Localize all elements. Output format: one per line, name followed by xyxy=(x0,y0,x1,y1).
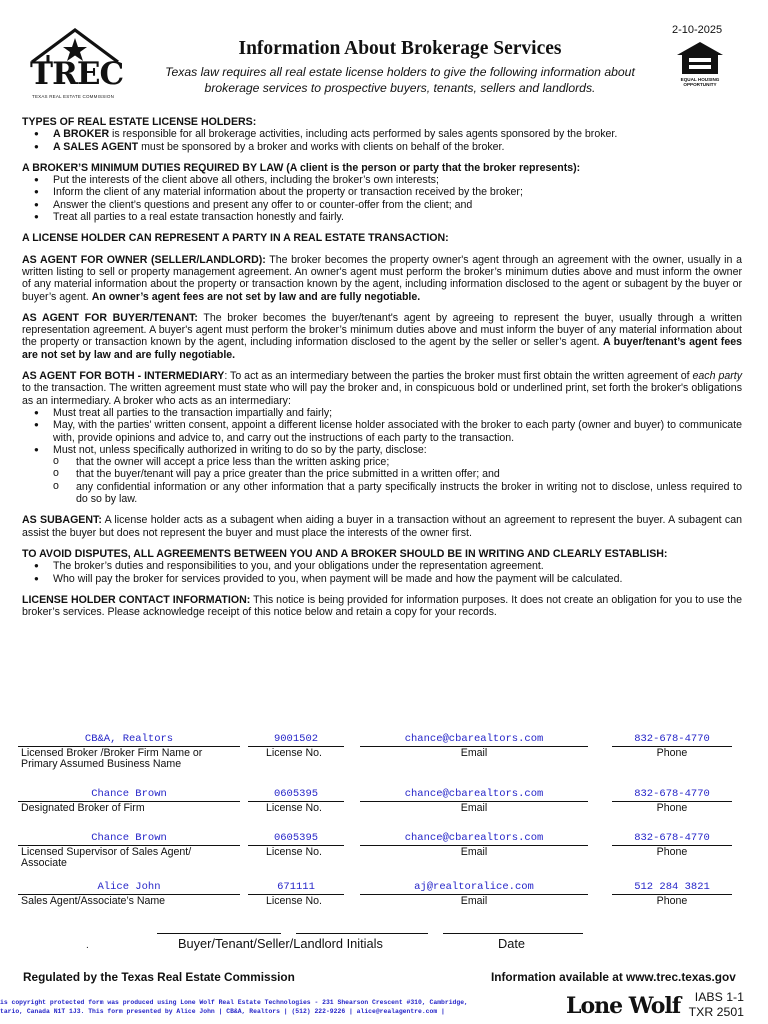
phone-label: Phone xyxy=(656,895,688,907)
list-item: o that the buyer/tenant will pay a price greater than the price submitted in a written offer; and xyxy=(22,468,742,480)
duties-list xyxy=(22,174,742,223)
designated-broker-name-field[interactable]: Chance Brown xyxy=(91,788,167,800)
field-label xyxy=(21,748,202,769)
intermediary-paragraph xyxy=(22,370,742,407)
paragraph-heading: AS AGENT FOR OWNER (SELLER/LANDLORD): xyxy=(22,253,266,266)
buyer-paragraph xyxy=(22,312,742,361)
list-item: ● Must treat all parties to the transaction impartially and fairly; xyxy=(22,407,742,419)
initials-label: Buyer/Tenant/Seller/Landlord Initials xyxy=(178,936,383,951)
field-label xyxy=(21,847,191,868)
email-label: Email xyxy=(460,747,488,759)
info-text: Information available at www.trec.texas.gov xyxy=(491,970,736,984)
paragraph-text: to the transaction. The written agreement must state who will pay the broker and, in conspicuous bold or underlined print, set forth the broker's obligations as an intermediary. A broker who acts as an intermediary: xyxy=(22,382,742,407)
eho-text xyxy=(673,77,727,87)
license-label: License No. xyxy=(266,802,322,814)
supervisor-license-field[interactable]: 0605395 xyxy=(273,832,319,844)
paragraph-text: The broker becomes the property owner's agent through an agreement with the owner, usually in a written listing to sell or property management agreement. An owner's agent must perform the broker’s minimum duties above and must inform the owner of any material information about the property or transaction known by the agent, including information disclosed to the agent or subagent by the buyer or buyer’s agent. xyxy=(22,253,742,303)
document-subtitle xyxy=(138,64,662,96)
list-item: ● Answer the client’s questions and present any offer to or counter-offer from the client; and xyxy=(22,199,742,211)
sales-agent-license-field[interactable]: 671111 xyxy=(277,881,315,893)
paragraph-italic: each party xyxy=(692,370,742,383)
date-line[interactable] xyxy=(443,933,583,934)
definition: is responsible for all brokerage activities, including acts performed by sales agents sponsored by the broker. xyxy=(109,128,618,141)
field-label: Sales Agent/Associate’s Name xyxy=(21,895,166,907)
duties-heading: A BROKER’S MINIMUM DUTIES REQUIRED BY LAW (A client is the person or party that the broker represents): xyxy=(22,161,581,174)
email-label: Email xyxy=(460,895,488,907)
subtitle-line: Texas law requires all real estate license holders to give the following information about xyxy=(165,65,635,79)
logo-text: TREC xyxy=(30,56,124,92)
list-item: ● May, with the parties' written consent, appoint a different license holder associated with the broker to each party (owner and buyer) to communicate with, provide opinions and advice to, and carry out the instructions of each party to the transaction. xyxy=(22,419,742,444)
sales-agent-name-field[interactable]: Alice John xyxy=(97,881,161,893)
form-id-line: TXR 2501 xyxy=(688,1005,744,1019)
intermediary-list xyxy=(22,407,742,456)
paragraph-text: : To act as an intermediary between the parties the broker must first obtain the written agreement of xyxy=(224,370,693,383)
date-label: Date xyxy=(498,936,526,951)
copyright-line: tario, Canada N1T 1J3. This form presented by Alice John | CB&A, Realtors | (512) 222-9226 | alice@realagentre.com | xyxy=(0,1008,445,1015)
subagent-paragraph xyxy=(22,514,742,539)
phone-label: Phone xyxy=(656,802,688,814)
owner-paragraph xyxy=(22,254,742,303)
trec-logo xyxy=(28,26,122,102)
list-item: o that the owner will accept a price less than the written asking price; xyxy=(22,456,742,468)
disclosure-list xyxy=(22,456,742,505)
list-item: ● Must not, unless specifically authorized in writing to do so by the party, disclose: xyxy=(22,444,742,456)
initials-line[interactable] xyxy=(296,933,428,934)
disputes-heading: TO AVOID DISPUTES, ALL AGREEMENTS BETWEEN YOU AND A BROKER SHOULD BE IN WRITING AND CLEARLY ESTABLISH: xyxy=(22,547,668,560)
supervisor-email-field[interactable]: chance@cbarealtors.com xyxy=(404,832,544,844)
list-item: ● Who will pay the broker for services provided to you, when payment will be made and how the payment will be calculated. xyxy=(22,573,742,585)
list-item xyxy=(22,141,742,153)
paragraph-emphasis: An owner’s agent fees are not set by law and are fully negotiable. xyxy=(91,290,421,303)
notice-body xyxy=(22,116,742,618)
supervisor-name-field[interactable]: Chance Brown xyxy=(91,832,167,844)
list-item xyxy=(22,128,742,140)
term: A SALES AGENT xyxy=(53,140,139,153)
label-line: Licensed Broker /Broker Firm Name or xyxy=(21,747,203,759)
list-item: o any confidential information or any other information that a party specifically instructs the broker in writing not to disclose, unless required to do so by law. xyxy=(22,481,742,506)
field-label: Designated Broker of Firm xyxy=(21,802,145,814)
dot-mark: . xyxy=(86,940,89,951)
equal-housing-logo xyxy=(673,40,727,88)
paragraph-emphasis: A buyer/tenant’s agent fees are not set by law and are fully negotiable. xyxy=(22,336,742,361)
disputes-list xyxy=(22,560,742,585)
paragraph-heading: AS AGENT FOR BUYER/TENANT: xyxy=(22,311,198,324)
designated-broker-license-field[interactable]: 0605395 xyxy=(273,788,319,800)
label-line: Associate xyxy=(21,856,67,869)
list-item: ● The broker’s duties and responsibilities to you, and your obligations under the representation agreement. xyxy=(22,560,742,572)
logo-subtext: TEXAS REAL ESTATE COMMISSION xyxy=(32,94,115,99)
types-heading: TYPES OF REAL ESTATE LICENSE HOLDERS: xyxy=(22,116,257,128)
paragraph-text: This notice is being provided for information purposes. It does not create an obligation for you to use the broker’s services. Please acknowledge receipt of this notice below and retain a copy for your records. xyxy=(22,593,743,619)
form-date: 2-10-2025 xyxy=(672,24,723,36)
types-list xyxy=(22,128,742,153)
list-item: ● Inform the client of any material information about the property or transaction received by the broker; xyxy=(22,186,742,198)
regulated-text: Regulated by the Texas Real Estate Commission xyxy=(23,970,295,984)
paragraph-heading: AS AGENT FOR BOTH - INTERMEDIARY xyxy=(22,370,225,383)
paragraph-heading: LICENSE HOLDER CONTACT INFORMATION: xyxy=(22,593,251,606)
sales-agent-email-field[interactable]: aj@realtoralice.com xyxy=(414,881,534,893)
license-label: License No. xyxy=(266,895,322,907)
copyright-line: is copyright protected form was produced using Lone Wolf Real Estate Technologies - 231 Shearson Crescent #310, Cambridge, xyxy=(0,999,468,1006)
equal-housing-icon xyxy=(673,40,727,76)
list-item: ● Treat all parties to a real estate transaction honestly and fairly. xyxy=(22,211,742,223)
sales-agent-phone-field[interactable]: 512 284 3821 xyxy=(634,881,710,893)
broker-license-field[interactable]: 9001502 xyxy=(273,733,319,745)
lone-wolf-logo: Lone Wolf xyxy=(566,993,681,1019)
list-item: ● Put the interests of the client above all others, including the broker’s own interests; xyxy=(22,174,742,186)
form-id-line: IABS 1-1 xyxy=(694,990,744,1004)
email-label: Email xyxy=(460,846,488,858)
license-label: License No. xyxy=(266,747,322,759)
broker-email-field[interactable]: chance@cbarealtors.com xyxy=(404,733,544,745)
license-label: License No. xyxy=(266,846,322,858)
subtitle-line: brokerage services to prospective buyers, tenants, sellers and landlords. xyxy=(204,81,596,95)
designated-broker-email-field[interactable]: chance@cbarealtors.com xyxy=(404,788,544,800)
email-label: Email xyxy=(460,802,488,814)
paragraph-text: A license holder acts as a subagent when aiding a buyer in a transaction without an agreement to represent the buyer. A subagent can assist the buyer but does not represent the buyer and must place the interests of the owner first. xyxy=(22,514,742,539)
represent-heading: A LICENSE HOLDER CAN REPRESENT A PARTY IN A REAL ESTATE TRANSACTION: xyxy=(22,232,449,245)
document-title: Information About Brokerage Services xyxy=(238,38,562,59)
label-line: Primary Assumed Business Name xyxy=(21,757,182,770)
term: A BROKER xyxy=(53,128,110,141)
definition: must be sponsored by a broker and works with clients on behalf of the broker. xyxy=(138,140,505,153)
broker-phone-field[interactable]: 832-678-4770 xyxy=(634,733,710,745)
label-line: Licensed Supervisor of Sales Agent/ xyxy=(21,846,192,858)
broker-firm-name-field[interactable]: CB&A, Realtors xyxy=(84,733,174,745)
eho-line: OPPORTUNITY xyxy=(683,82,717,87)
paragraph-heading: AS SUBAGENT: xyxy=(22,514,102,527)
copyright-notice xyxy=(0,998,560,1016)
phone-label: Phone xyxy=(656,747,688,759)
eho-line: EQUAL HOUSING xyxy=(680,77,720,82)
designated-broker-phone-field[interactable]: 832-678-4770 xyxy=(634,788,710,800)
supervisor-phone-field[interactable]: 832-678-4770 xyxy=(634,832,710,844)
initials-line[interactable] xyxy=(157,933,281,934)
phone-label: Phone xyxy=(656,846,688,858)
contact-paragraph xyxy=(22,594,742,619)
form-id xyxy=(688,990,744,1020)
paragraph-text: The broker becomes the buyer/tenant's agent by agreeing to represent the buyer, usually through a written representation agreement. A buyer's agent must perform the broker’s minimum duties above and must inform the buyer of any material information about the property or transaction known by the agent, including information disclosed to the agent by the seller or seller’s agent. xyxy=(22,311,743,349)
